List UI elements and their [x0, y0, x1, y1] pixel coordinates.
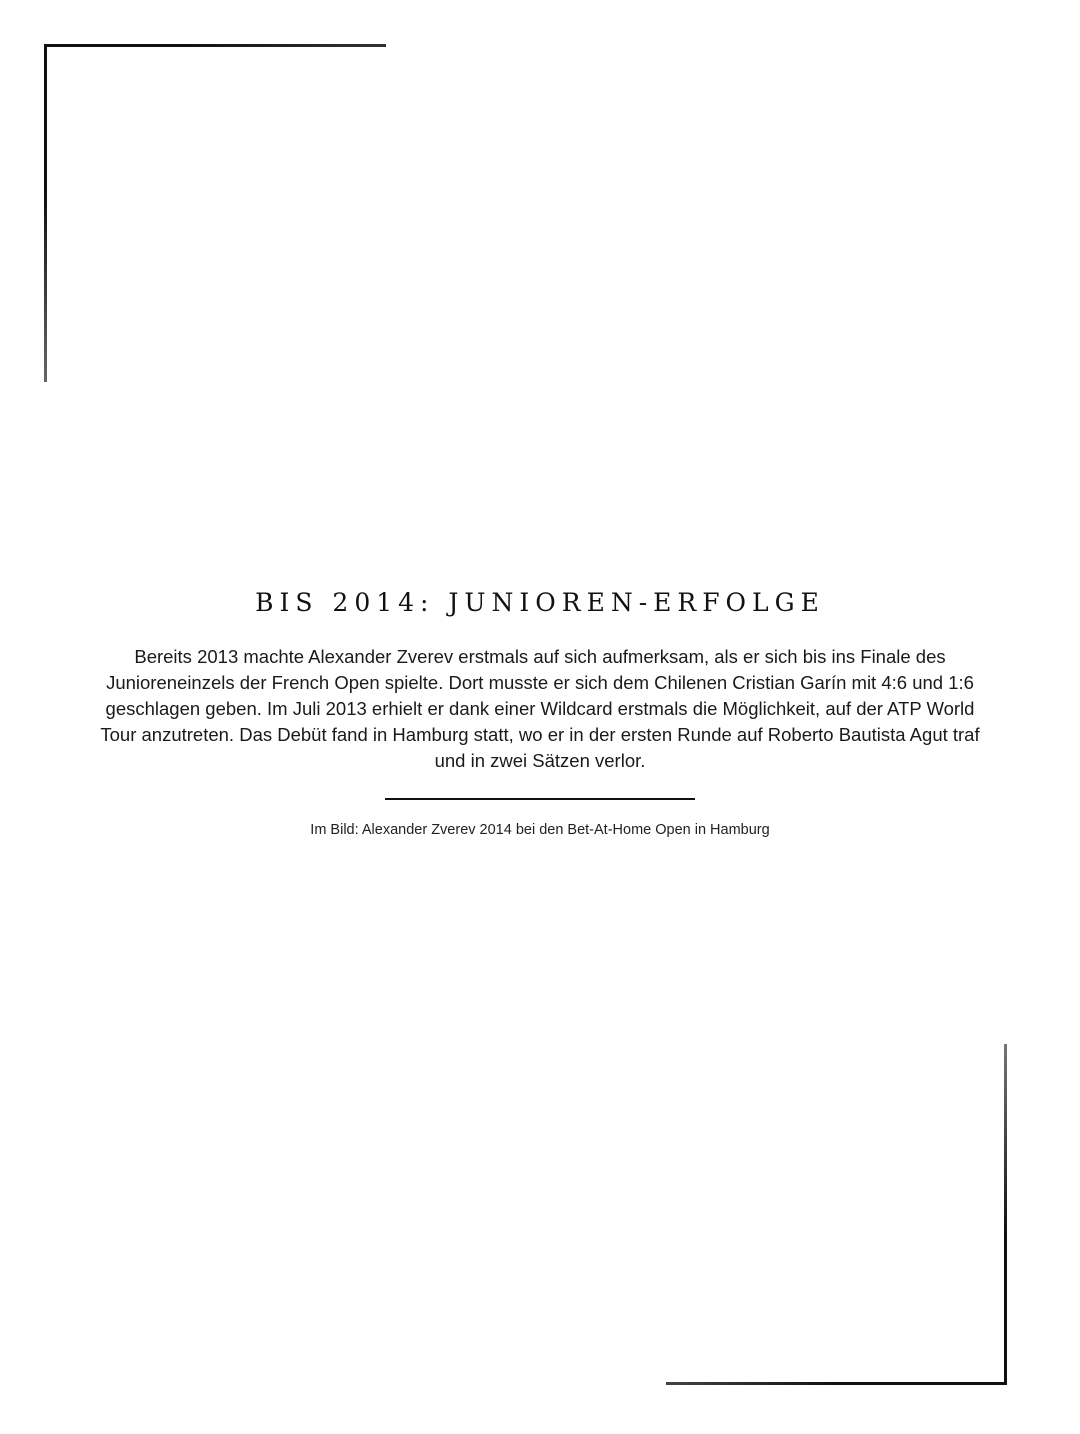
section-title: BIS 2014: JUNIOREN-ERFOLGE — [255, 588, 825, 617]
divider — [385, 798, 695, 800]
frame-corner-bottom-right-vertical — [1004, 1044, 1007, 1384]
article-section — [60, 588, 1020, 838]
image-caption: Im Bild: Alexander Zverev 2014 bei den Bet-At-Home Open in Hamburg — [310, 822, 770, 838]
frame-corner-top-left-horizontal — [44, 44, 386, 47]
section-body: Bereits 2013 machte Alexander Zverev erstmals auf sich aufmerksam, als er sich bis ins Finale des Junioreneinzels der French Open spielte. Dort musste er sich dem Chilenen Cristian Garín mit 4:6 und 1:6 geschlagen geben. Im Juli 2013 erhielt er dank einer Wildcard erstmals die Möglichkeit, auf der ATP World Tour anzutreten. Das Debüt fand in Hamburg statt, wo er in der ersten Runde auf Roberto Bautista Agut traf und in zwei Sätzen verlor. — [100, 646, 980, 771]
frame-corner-bottom-right-horizontal — [666, 1382, 1007, 1385]
frame-corner-top-left-vertical — [44, 44, 47, 382]
